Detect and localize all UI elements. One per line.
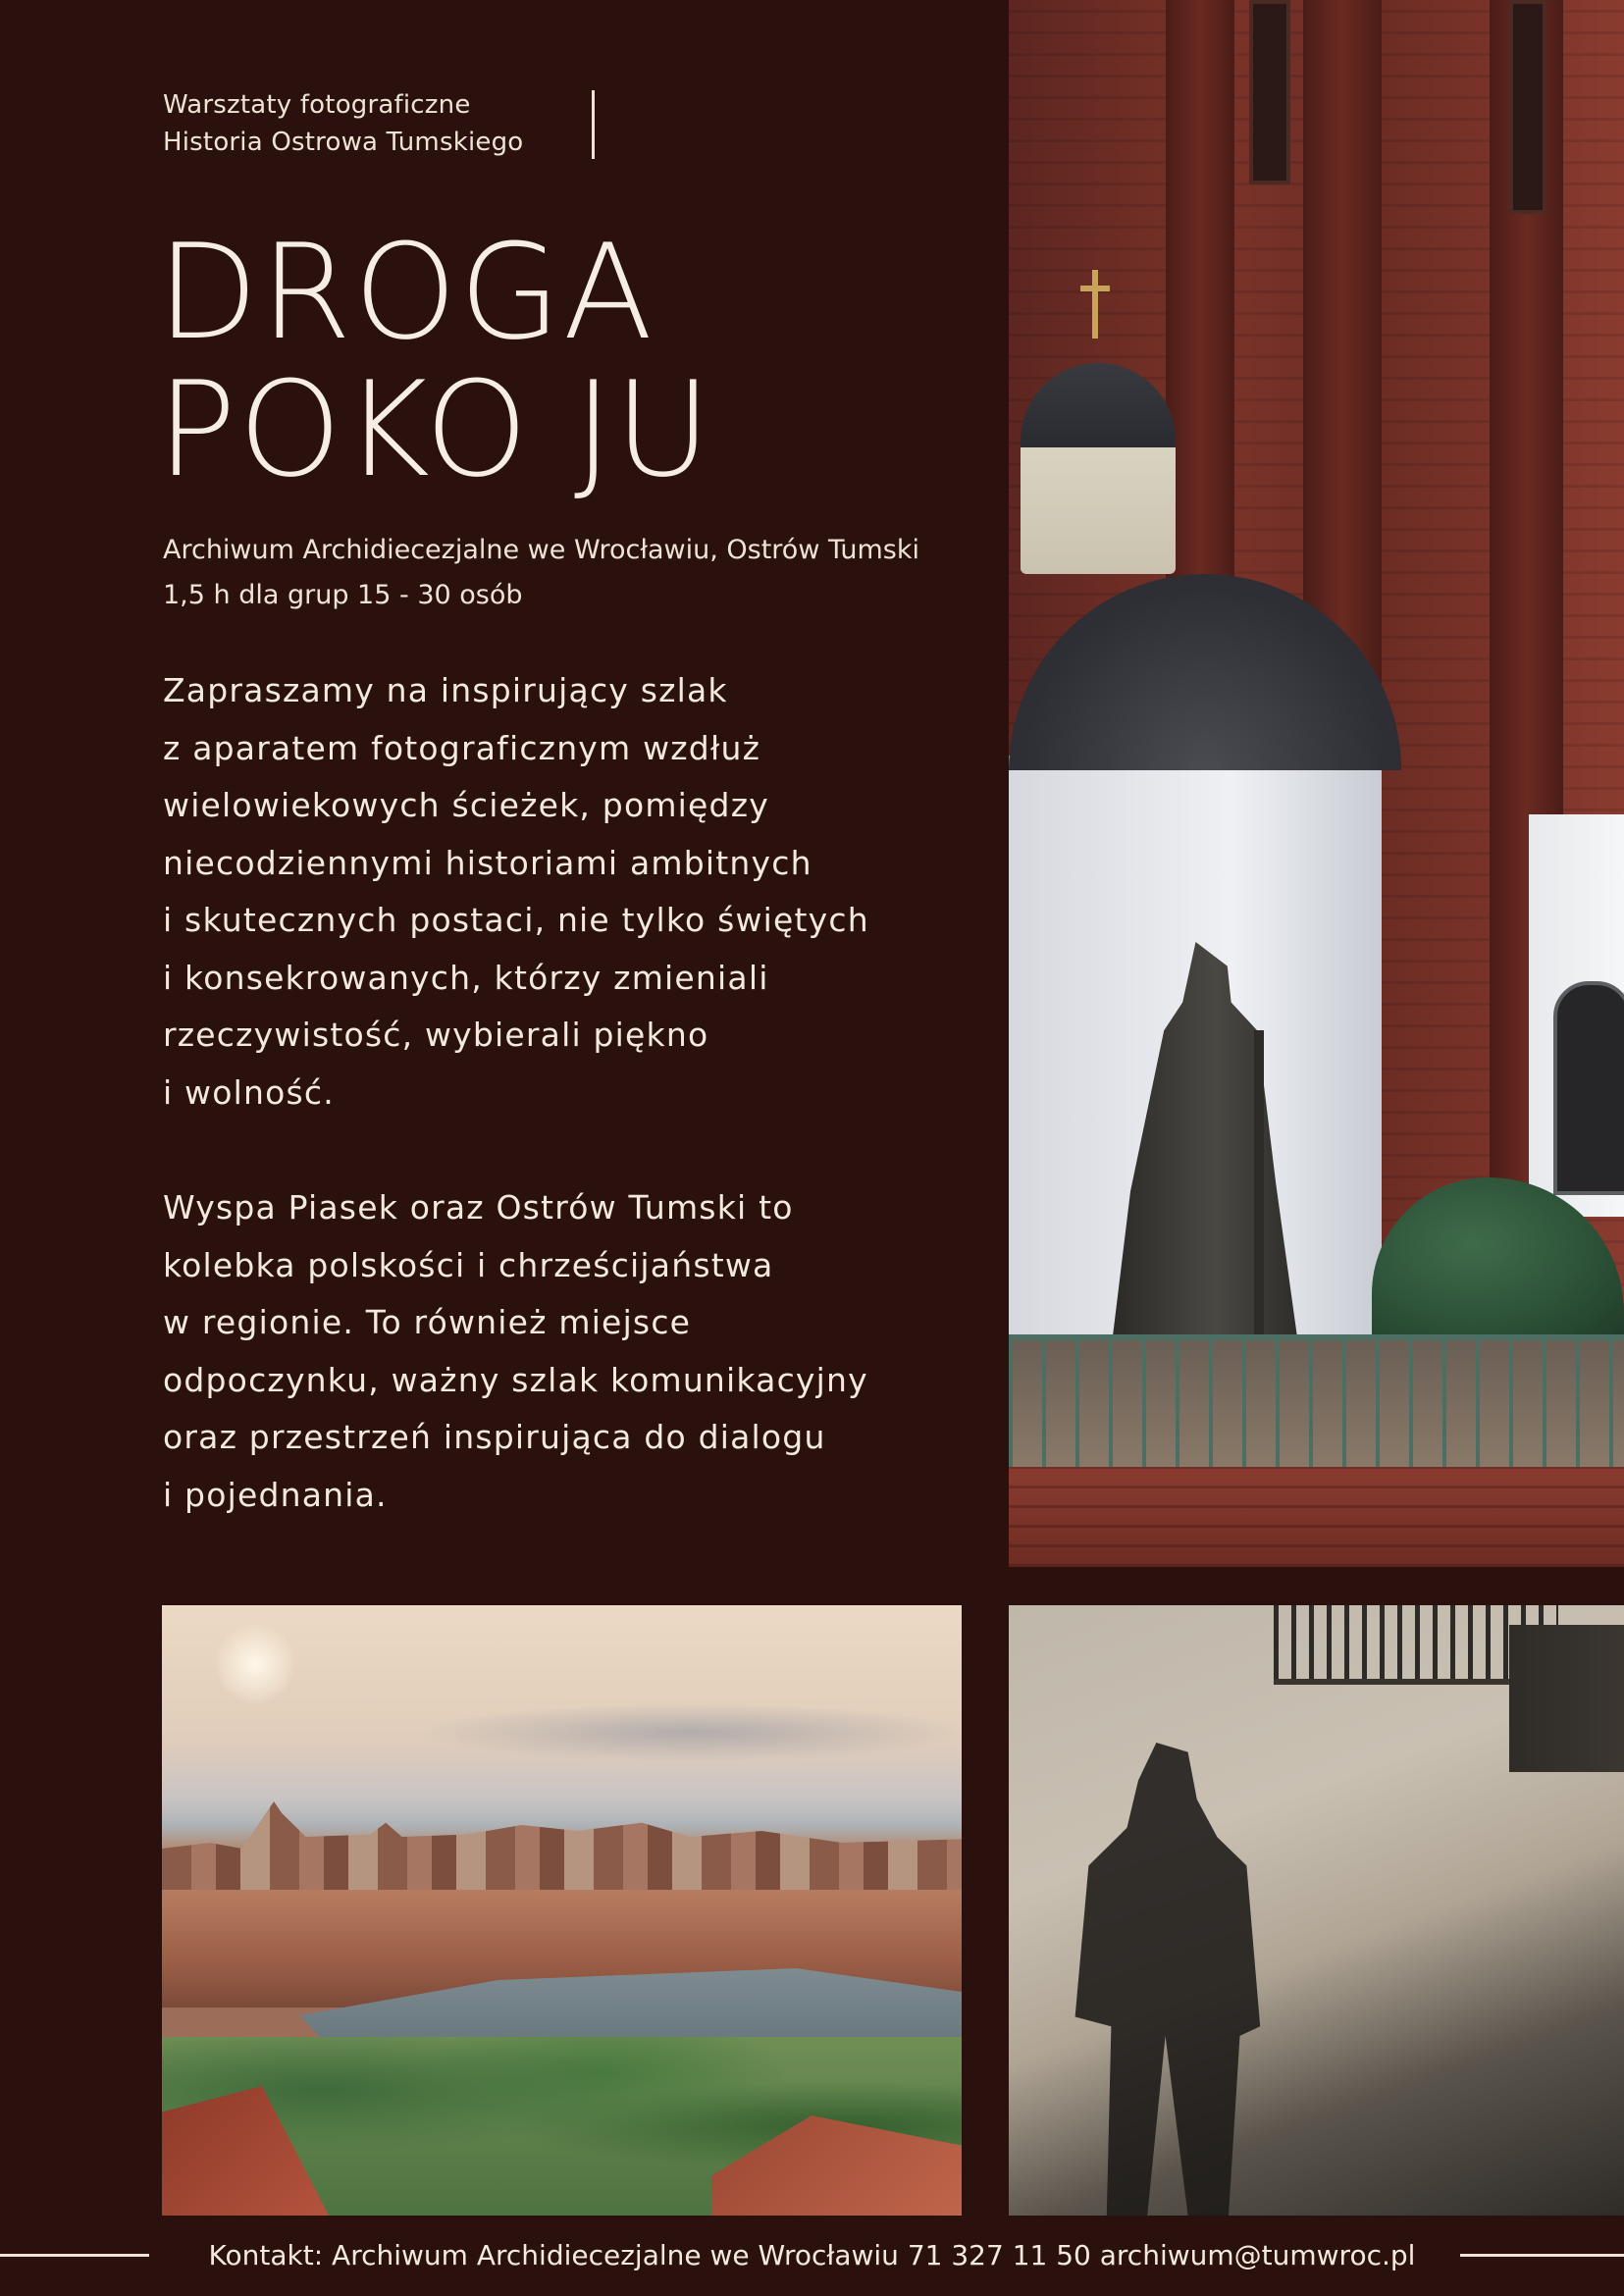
event-details: 1,5 h dla grup 15 - 30 osób xyxy=(163,580,523,610)
header-kicker xyxy=(163,86,523,161)
sun xyxy=(216,1625,294,1703)
footer-contact: Kontakt: Archiwum Archidiecezjalne we Wrocławiu 71 327 11 50 archiwum@tumwroc.pl xyxy=(208,2239,1416,2271)
event-meta xyxy=(163,528,919,618)
photographer-shadow xyxy=(1048,1743,1274,2216)
chapel-lantern xyxy=(1021,363,1176,574)
cathedral-window xyxy=(1509,0,1546,214)
paragraph-line: wielowiekowych ścieżek, pomiędzy xyxy=(163,786,769,824)
kicker-divider xyxy=(592,90,595,159)
photographer-shadow-photo xyxy=(1009,1605,1624,2216)
lamp-post xyxy=(1254,1030,1264,1344)
event-location: Archiwum Archidiecezjalne we Wrocławiu, Ostrów Tumski xyxy=(163,535,920,565)
kicker-line-2: Historia Ostrowa Tumskiego xyxy=(163,128,524,157)
body-paragraph-2 xyxy=(163,1179,868,1524)
kicker-line-1: Warsztaty fotograficzne xyxy=(163,90,471,120)
cathedral-statue-photo xyxy=(1009,0,1624,1567)
paragraph-line: oraz przestrzeń inspirująca do dialogu xyxy=(163,1418,826,1456)
arched-window xyxy=(1553,981,1624,1195)
cathedral-window xyxy=(1249,0,1290,184)
cross-icon xyxy=(1092,270,1098,339)
bridge-railing xyxy=(1009,1334,1624,1479)
paragraph-line: odpoczynku, ważny szlak komunikacyjny xyxy=(163,1360,868,1399)
paragraph-line: i konsekrowanych, którzy zmieniali xyxy=(163,958,769,997)
paragraph-line: w regionie. To również miejsce xyxy=(163,1303,692,1341)
paragraph-line: niecodziennymi historiami ambitnych xyxy=(163,843,812,882)
paragraph-line: i pojednania. xyxy=(163,1475,388,1514)
paragraph-line: i wolność. xyxy=(163,1072,335,1112)
paragraph-line: kolebka polskości i chrześcijaństwa xyxy=(163,1245,774,1284)
body-paragraph-1 xyxy=(163,662,869,1122)
clouds xyxy=(417,1703,962,1762)
paragraph-line: rzeczywistość, wybierali piękno xyxy=(163,1016,709,1054)
paragraph-line: i skutecznych postaci, nie tylko świętych xyxy=(163,901,869,939)
title-line-1: DROGA xyxy=(157,216,655,369)
title-line-2: POKO JU xyxy=(157,353,713,506)
paragraph-line: Zapraszamy na inspirujący szlak xyxy=(163,671,728,709)
stone-wall xyxy=(1509,1625,1624,1772)
paragraph-line: Wyspa Piasek oraz Ostrów Tumski to xyxy=(163,1188,794,1226)
paragraph-line: z aparatem fotograficznym wzdłuż xyxy=(163,728,761,767)
page-title xyxy=(157,216,713,506)
brick-wall xyxy=(1009,1467,1624,1567)
city-panorama-photo xyxy=(162,1605,962,2216)
